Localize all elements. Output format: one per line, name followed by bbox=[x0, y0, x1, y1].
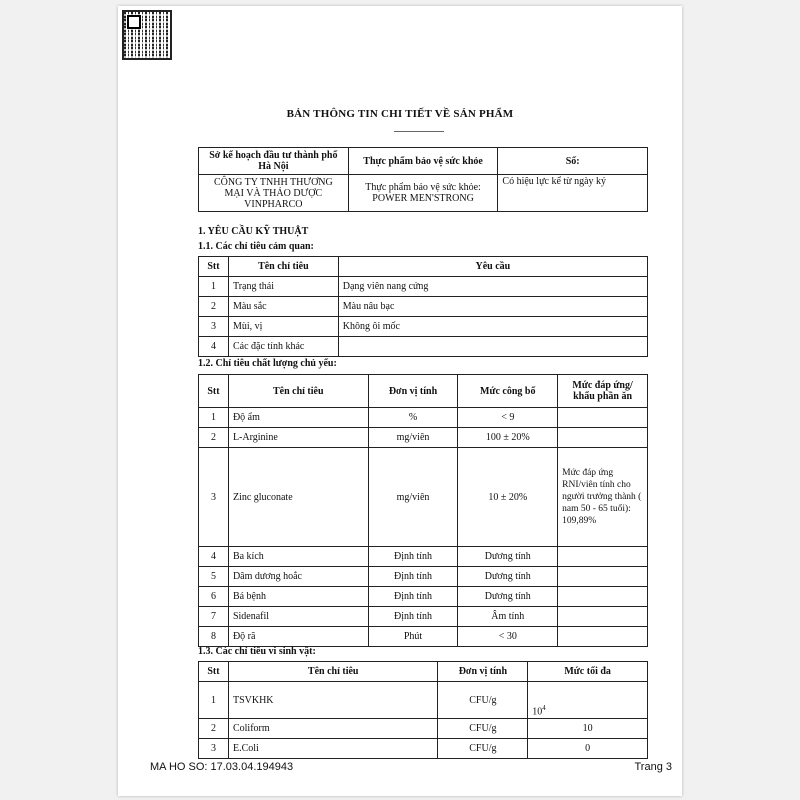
cell: 3 bbox=[199, 448, 229, 547]
table-row bbox=[199, 627, 648, 647]
cell: 8 bbox=[199, 627, 229, 647]
t3-header-unit: Đơn vị tính bbox=[438, 662, 528, 682]
cell: Dương tính bbox=[458, 587, 558, 607]
rni-note-cell: Mức đáp ứng RNI/viên tính cho người trưởng thành ( nam 50 - 65 tuổi): 109,89% bbox=[558, 448, 648, 547]
cell: CFU/g bbox=[438, 682, 528, 719]
cell: Độ ẩm bbox=[228, 408, 368, 428]
t2-header-stt: Stt bbox=[199, 375, 229, 408]
quality-table bbox=[198, 374, 648, 647]
cell: 10 bbox=[528, 719, 648, 739]
section-1-heading: 1. YÊU CẦU KỸ THUẬT bbox=[198, 226, 309, 237]
cell: 5 bbox=[199, 567, 229, 587]
sensory-table bbox=[198, 256, 648, 357]
cell: L-Arginine bbox=[228, 428, 368, 448]
cell: Màu sắc bbox=[228, 297, 338, 317]
cell bbox=[558, 587, 648, 607]
cell: Định tính bbox=[368, 567, 458, 587]
cell: Dương tính bbox=[458, 567, 558, 587]
cell: 100 ± 20% bbox=[458, 428, 558, 448]
cell: 3 bbox=[199, 739, 229, 759]
cell: Màu nâu bạc bbox=[338, 297, 647, 317]
qr-code bbox=[122, 10, 172, 60]
header-col3-value: Có hiệu lực kể từ ngày ký bbox=[498, 175, 648, 212]
cell bbox=[558, 408, 648, 428]
cell bbox=[338, 337, 647, 357]
t2-header-rni: Mức đáp ứng/ khẩu phần ăn bbox=[558, 375, 648, 408]
max-value-exponent: 4 bbox=[542, 703, 546, 712]
cell: mg/viên bbox=[368, 448, 458, 547]
table-row bbox=[199, 277, 648, 297]
table-row bbox=[199, 719, 648, 739]
cell: Phút bbox=[368, 627, 458, 647]
cell: 4 bbox=[199, 547, 229, 567]
document-title: BẢN THÔNG TIN CHI TIẾT VỀ SẢN PHẨM bbox=[286, 108, 514, 120]
cell: 0 bbox=[528, 739, 648, 759]
cell bbox=[558, 607, 648, 627]
table-row bbox=[199, 739, 648, 759]
cell bbox=[558, 547, 648, 567]
cell: E.Coli bbox=[228, 739, 437, 759]
cell: % bbox=[368, 408, 458, 428]
cell: 2 bbox=[199, 297, 229, 317]
cell: 1 bbox=[199, 682, 229, 719]
cell: Dạng viên nang cứng bbox=[338, 277, 647, 297]
header-col1-head: Sở kế hoạch đầu tư thành phố Hà Nội bbox=[199, 148, 349, 175]
header-col1-value: CÔNG TY TNHH THƯƠNG MẠI VÀ THẢO DƯỢC VINPHARCO bbox=[199, 175, 349, 212]
cell bbox=[528, 682, 648, 719]
cell: 4 bbox=[199, 337, 229, 357]
t2-header-declared: Mức công bố bbox=[458, 375, 558, 408]
table-row bbox=[199, 317, 648, 337]
cell: mg/viên bbox=[368, 428, 458, 448]
table-row bbox=[199, 547, 648, 567]
cell: 1 bbox=[199, 408, 229, 428]
cell: 2 bbox=[199, 428, 229, 448]
cell: CFU/g bbox=[438, 719, 528, 739]
document-page bbox=[118, 6, 682, 796]
cell: 2 bbox=[199, 719, 229, 739]
table-row bbox=[199, 587, 648, 607]
table-row bbox=[199, 337, 648, 357]
cell: Các đặc tính khác bbox=[228, 337, 338, 357]
cell: Định tính bbox=[368, 587, 458, 607]
table-row bbox=[199, 408, 648, 428]
header-col2-head: Thực phẩm bảo vệ sức khỏe bbox=[348, 148, 498, 175]
t2-header-name: Tên chỉ tiêu bbox=[228, 375, 368, 408]
cell: Dương tính bbox=[458, 547, 558, 567]
cell: 3 bbox=[199, 317, 229, 337]
microbiology-table bbox=[198, 661, 648, 759]
cell: Coliform bbox=[228, 719, 437, 739]
cell: Sidenafil bbox=[228, 607, 368, 627]
header-col2-value: Thực phẩm bảo vệ sức khỏe: POWER MEN'STRONG bbox=[348, 175, 498, 212]
cell: Trạng thái bbox=[228, 277, 338, 297]
cell: 1 bbox=[199, 277, 229, 297]
cell bbox=[558, 567, 648, 587]
max-value: 10 bbox=[532, 706, 543, 717]
header-table bbox=[198, 147, 648, 212]
table-row bbox=[199, 682, 648, 719]
t1-header-name: Tên chỉ tiêu bbox=[228, 257, 338, 277]
table-row bbox=[199, 607, 648, 627]
section-1-1-heading: 1.1. Các chỉ tiêu cảm quan: bbox=[198, 241, 314, 252]
footer-page-number: Trang 3 bbox=[634, 761, 672, 773]
cell: Âm tính bbox=[458, 607, 558, 627]
cell: Độ rã bbox=[228, 627, 368, 647]
section-1-3-heading: 1.3. Các chỉ tiêu vi sinh vật: bbox=[198, 646, 316, 657]
section-1-2-heading: 1.2. Chỉ tiêu chất lượng chủ yếu: bbox=[198, 358, 337, 369]
cell bbox=[558, 428, 648, 448]
cell: TSVKHK bbox=[228, 682, 437, 719]
cell: Mùi, vị bbox=[228, 317, 338, 337]
cell: 7 bbox=[199, 607, 229, 627]
cell: CFU/g bbox=[438, 739, 528, 759]
cell: < 30 bbox=[458, 627, 558, 647]
table-row bbox=[199, 297, 648, 317]
cell: 6 bbox=[199, 587, 229, 607]
t3-header-max: Mức tối đa bbox=[528, 662, 648, 682]
cell: 10 ± 20% bbox=[458, 448, 558, 547]
t2-header-unit: Đơn vị tính bbox=[368, 375, 458, 408]
title-underline bbox=[394, 131, 444, 132]
cell: Zinc gluconate bbox=[228, 448, 368, 547]
cell: Ba kích bbox=[228, 547, 368, 567]
cell: Không ôi mốc bbox=[338, 317, 647, 337]
cell: < 9 bbox=[458, 408, 558, 428]
footer-record-number: MA HO SO: 17.03.04.194943 bbox=[150, 761, 294, 773]
cell: Bá bệnh bbox=[228, 587, 368, 607]
header-col3-head: Số: bbox=[498, 148, 648, 175]
cell: Định tính bbox=[368, 607, 458, 627]
table-row bbox=[199, 448, 648, 547]
cell: Định tính bbox=[368, 547, 458, 567]
t1-header-req: Yêu cầu bbox=[338, 257, 647, 277]
t3-header-name: Tên chỉ tiêu bbox=[228, 662, 437, 682]
t1-header-stt: Stt bbox=[199, 257, 229, 277]
cell bbox=[558, 627, 648, 647]
t3-header-stt: Stt bbox=[199, 662, 229, 682]
cell: Dâm dương hoắc bbox=[228, 567, 368, 587]
table-row bbox=[199, 428, 648, 448]
table-row bbox=[199, 567, 648, 587]
